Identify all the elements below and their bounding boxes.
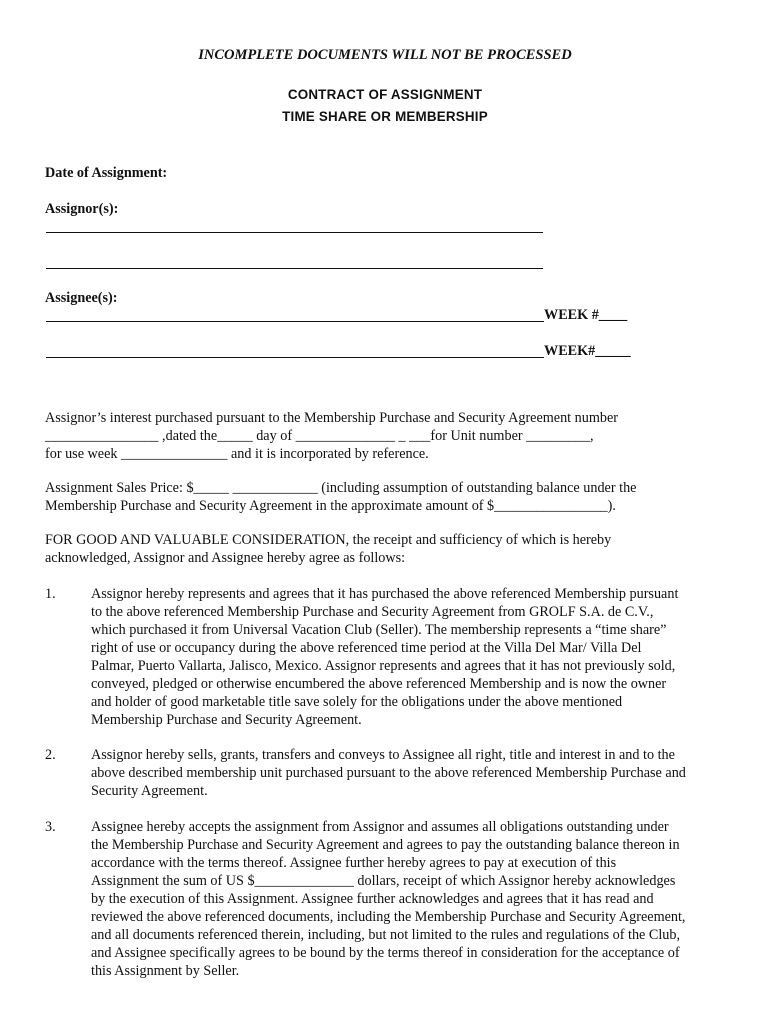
clause-1-text <box>91 585 736 729</box>
clause-line: conveyed, pledged or otherwise encumbered the above referenced Membership and is now the owner <box>91 676 667 692</box>
price-line: Assignment Sales Price: $_____ ____________ (including assumption of outstanding balance under the <box>45 480 637 496</box>
incomplete-notice: INCOMPLETE DOCUMENTS WILL NOT BE PROCESSED <box>198 47 572 63</box>
price-line: Membership Purchase and Security Agreement in the approximate amount of $________________). <box>45 498 616 514</box>
clause-line: above described membership unit purchased pursuant to the above referenced Membership Purchase and <box>91 765 686 781</box>
document-subtitle: TIME SHARE OR MEMBERSHIP <box>282 109 488 124</box>
date-of-assignment-label: Date of Assignment: <box>45 165 168 181</box>
document-title: CONTRACT OF ASSIGNMENT <box>287 87 483 102</box>
clause-line: by the execution of this Assignment. Assignee further acknowledges and agrees that it has read and <box>91 891 654 907</box>
clause-line: Assignee hereby accepts the assignment from Assignor and assumes all obligations outstanding under <box>91 819 669 835</box>
clause-line: which purchased it from Universal Vacation Club (Seller). The membership represents a “time share” <box>91 622 667 638</box>
clause-line: Assignor hereby sells, grants, transfers and conveys to Assignee all right, title and interest in and to the <box>91 747 675 763</box>
clause-line: and all documents referenced therein, including, but not limited to the rules and regulations of the Club, <box>91 927 681 943</box>
clause-3-text <box>91 818 736 980</box>
clause-1-number: 1. <box>45 586 56 602</box>
interest-line: for use week _______________ and it is incorporated by reference. <box>45 446 429 462</box>
clause-line: Assignment the sum of US $______________ dollars, receipt of which Assignor hereby acknowledges <box>91 873 676 889</box>
clause-line: accordance with the terms thereof. Assignee further hereby agrees to pay at execution of this <box>91 855 617 871</box>
clause-2-number: 2. <box>45 747 56 763</box>
clause-line: reviewed the above referenced documents, including the Membership Purchase and Security Agreement, <box>91 909 686 925</box>
clause-line: right of use or occupancy during the above referenced time period at the Villa Del Mar/ Villa Del <box>91 640 642 656</box>
week-field-1[interactable]: WEEK #____ <box>544 307 628 323</box>
assignor-line-1[interactable] <box>46 232 543 233</box>
clause-line: and Assignee specifically agrees to be bound by the terms thereof in consideration for the acceptance of <box>91 945 680 961</box>
interest-line: Assignor’s interest purchased pursuant to the Membership Purchase and Security Agreement number <box>45 410 619 426</box>
assignee-line-2[interactable] <box>46 357 544 358</box>
clause-line: Membership Purchase and Security Agreement. <box>91 712 362 728</box>
interest-line: ________________ ,dated the_____ day of ______________ _ ___for Unit number _________, <box>45 428 594 444</box>
clause-line: to the above referenced Membership Purchase and Security Agreement from GROLF S.A. de C.V., <box>91 604 654 620</box>
week-field-2[interactable]: WEEK#_____ <box>544 343 631 359</box>
assignee-line-1[interactable] <box>46 321 544 322</box>
consideration-line: FOR GOOD AND VALUABLE CONSIDERATION, the receipt and sufficiency of which is hereby <box>45 532 612 548</box>
interest-paragraph <box>45 409 735 463</box>
assignor-line-2[interactable] <box>46 268 543 269</box>
clause-line: and holder of good marketable title save solely for the obligations under the above mentioned <box>91 694 623 710</box>
assignor-label: Assignor(s): <box>45 201 119 217</box>
clause-line: the Membership Purchase and Security Agreement and agrees to pay the outstanding balance thereon in <box>91 837 680 853</box>
sales-price-paragraph <box>45 479 735 515</box>
clause-line: Palmar, Puerto Vallarta, Jalisco, Mexico. Assignor represents and agrees that it has not previously sold, <box>91 658 676 674</box>
clause-line: this Assignment by Seller. <box>91 963 240 979</box>
clause-3-number: 3. <box>45 819 56 835</box>
consideration-line: acknowledged, Assignor and Assignee hereby agree as follows: <box>45 550 406 566</box>
clause-line: Assignor hereby represents and agrees that it has purchased the above referenced Membership pursuant <box>91 586 679 602</box>
clause-line: Security Agreement. <box>91 783 208 799</box>
consideration-paragraph <box>45 531 735 567</box>
assignee-label: Assignee(s): <box>45 290 118 306</box>
clause-2-text <box>91 746 736 800</box>
